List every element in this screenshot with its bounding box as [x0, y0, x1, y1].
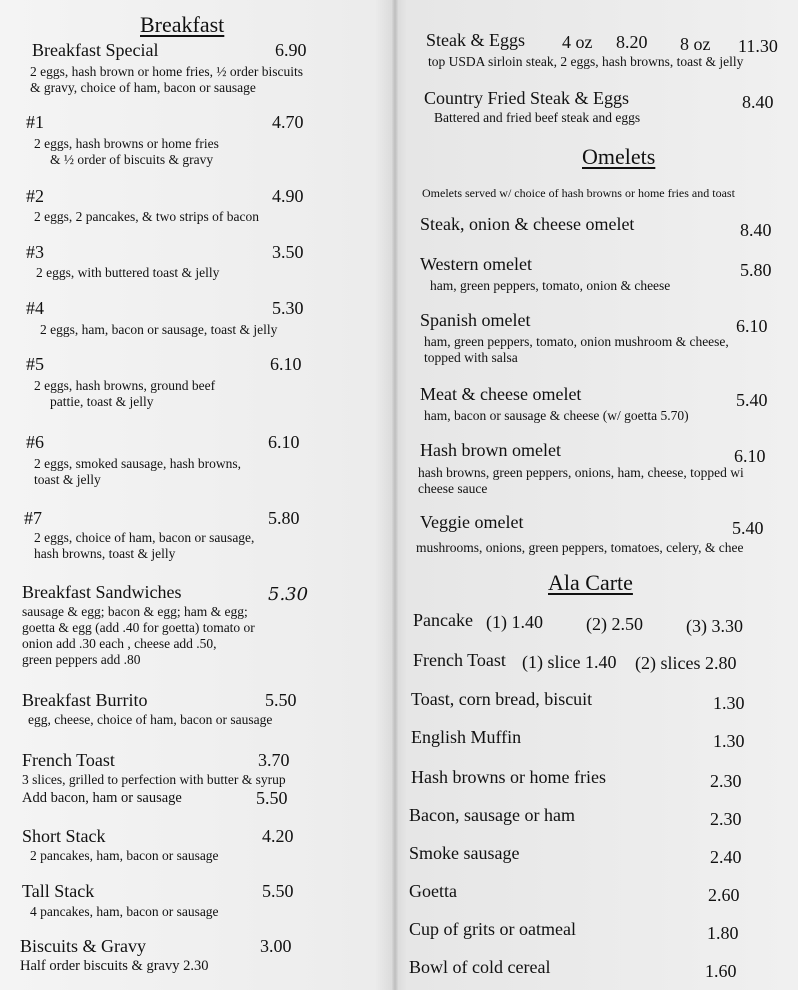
breakfast-item-name: French Toast — [22, 750, 115, 770]
ala-carte-item-name: English Muffin — [411, 727, 522, 747]
steak-price: 11.30 — [738, 36, 778, 56]
pancake-price-1: (1) 1.40 — [486, 612, 543, 632]
breakfast-item-name: #4 — [26, 298, 44, 318]
breakfast-item-desc: & ½ order of biscuits & gravy — [50, 152, 214, 167]
omelet-desc: ham, green peppers, tomato, onion mushroom & cheese, — [424, 334, 729, 349]
steak-item-name: Steak & Eggs — [426, 30, 525, 50]
omelets-heading: Omelets — [582, 144, 656, 169]
breakfast-item-desc: 2 eggs, 2 pancakes, & two strips of bacon — [34, 209, 259, 224]
breakfast-item-name: #7 — [24, 508, 42, 528]
steak-item-name: Country Fried Steak & Eggs — [424, 88, 629, 108]
breakfast-item-desc: 2 eggs, hash browns or home fries — [34, 136, 219, 151]
breakfast-item-desc: green peppers add .80 — [22, 652, 141, 667]
breakfast-item-price: 6.10 — [268, 432, 300, 452]
ala-carte-item-name: Toast, corn bread, biscuit — [411, 689, 593, 709]
breakfast-item-name: #3 — [26, 242, 44, 262]
breakfast-heading: Breakfast — [140, 12, 225, 37]
omelet-price: 6.10 — [736, 316, 768, 336]
omelet-desc: hash browns, green peppers, onions, ham, cheese, topped wi — [418, 465, 744, 480]
breakfast-item-desc: 2 eggs, hash browns, ground beef — [34, 378, 216, 393]
steak-desc: Battered and fried beef steak and eggs — [434, 110, 641, 125]
breakfast-item-price: 4.70 — [272, 112, 304, 132]
steak-desc: top USDA sirloin steak, 2 eggs, hash browns, toast & jelly — [428, 54, 744, 69]
ala-carte-item-price: 2.30 — [710, 809, 742, 829]
steak-size: 4 oz — [562, 32, 593, 52]
french-toast-price-2: (2) slices 2.80 — [635, 653, 737, 673]
pancake-price-2: (2) 2.50 — [586, 614, 643, 634]
page-fold — [392, 0, 398, 990]
breakfast-item-name: Biscuits & Gravy — [20, 936, 146, 956]
breakfast-item-price: 6.90 — [275, 40, 307, 60]
ala-carte-item-name: Cup of grits or oatmeal — [409, 919, 576, 939]
breakfast-item-name: Tall Stack — [22, 881, 95, 901]
breakfast-item-price: 5.50 — [262, 881, 294, 901]
omelets-note: Omelets served w/ choice of hash browns or home fries and toast — [422, 186, 735, 200]
breakfast-item-addon-price: 5.50 — [256, 788, 288, 808]
ala-carte-item-name: Bowl of cold cereal — [409, 957, 551, 977]
ala-carte-item-name: Bacon, sausage or ham — [409, 805, 575, 825]
omelet-desc: mushrooms, onions, green peppers, tomatoes, celery, & chee — [416, 540, 744, 555]
ala-carte-item-price: 2.30 — [710, 771, 742, 791]
breakfast-item-desc: goetta & egg (add .40 for goetta) tomato or — [22, 620, 255, 635]
breakfast-item-price: 3.00 — [260, 936, 292, 956]
ala-carte-item-name: Hash browns or home fries — [411, 767, 606, 787]
breakfast-item-desc: pattie, toast & jelly — [50, 394, 154, 409]
omelet-price: 5.40 — [732, 518, 764, 538]
breakfast-item-name: Short Stack — [22, 826, 106, 846]
breakfast-item-price: 3.50 — [272, 242, 304, 262]
breakfast-item-price: 4.20 — [262, 826, 294, 846]
breakfast-item-desc: 3 slices, grilled to perfection with butter & syrup — [22, 772, 286, 787]
omelet-price: 8.40 — [740, 220, 772, 240]
omelet-desc: ham, bacon or sausage & cheese (w/ goetta 5.70) — [424, 408, 689, 423]
omelet-name: Spanish omelet — [420, 310, 531, 330]
ala-carte-item-price: 1.80 — [707, 923, 739, 943]
omelet-desc: ham, green peppers, tomato, onion & cheese — [430, 278, 671, 293]
steak-price: 8.40 — [742, 92, 774, 112]
omelet-name: Meat & cheese omelet — [420, 384, 582, 404]
breakfast-item-name: Breakfast Sandwiches — [22, 582, 182, 602]
omelet-price: 5.80 — [740, 260, 772, 280]
ala-carte-heading: Ala Carte — [548, 570, 633, 595]
french-toast-label: French Toast — [413, 650, 506, 670]
omelet-price: 5.40 — [736, 390, 768, 410]
ala-carte-item-price: 2.60 — [708, 885, 740, 905]
pancake-price-3: (3) 3.30 — [686, 616, 743, 636]
breakfast-item-name: #1 — [26, 112, 44, 132]
breakfast-item-name: #6 — [26, 432, 44, 452]
breakfast-item-price: 4.90 — [272, 186, 304, 206]
breakfast-item-price: 5.30 — [268, 584, 309, 605]
breakfast-item-addon: Add bacon, ham or sausage — [22, 790, 182, 806]
breakfast-item-name: #5 — [26, 354, 44, 374]
breakfast-item-price: 5.50 — [265, 690, 297, 710]
omelet-name: Veggie omelet — [420, 512, 524, 532]
breakfast-item-desc: onion add .30 each , cheese add .50, — [22, 636, 217, 651]
ala-carte-item-name: Smoke sausage — [409, 843, 520, 863]
breakfast-item-desc: 4 pancakes, ham, bacon or sausage — [30, 904, 219, 919]
breakfast-item-desc: sausage & egg; bacon & egg; ham & egg; — [22, 604, 248, 619]
omelet-name: Steak, onion & cheese omelet — [420, 214, 635, 234]
ala-carte-item-price: 2.40 — [710, 847, 742, 867]
breakfast-item-name: #2 — [26, 186, 44, 206]
breakfast-item-desc: 2 eggs, hash brown or home fries, ½ order biscuits — [30, 64, 303, 79]
breakfast-item-desc: 2 pancakes, ham, bacon or sausage — [30, 848, 219, 863]
breakfast-item-price: 5.30 — [272, 298, 304, 318]
breakfast-item-price: 5.80 — [268, 508, 300, 528]
breakfast-item-desc: 2 eggs, ham, bacon or sausage, toast & jelly — [40, 322, 278, 337]
omelet-desc: topped with salsa — [424, 350, 518, 365]
ala-carte-item-price: 1.30 — [713, 731, 745, 751]
omelet-name: Hash brown omelet — [420, 440, 561, 460]
omelet-name: Western omelet — [420, 254, 533, 274]
breakfast-item-price: 6.10 — [270, 354, 302, 374]
breakfast-item-name: Breakfast Special — [32, 40, 159, 60]
breakfast-item-desc: hash browns, toast & jelly — [34, 546, 176, 561]
omelet-price: 6.10 — [734, 446, 766, 466]
steak-size: 8 oz — [680, 34, 711, 54]
omelet-desc: cheese sauce — [418, 481, 488, 496]
pancake-label: Pancake — [413, 610, 473, 630]
breakfast-item-price: 3.70 — [258, 750, 290, 770]
breakfast-item-desc: 2 eggs, smoked sausage, hash browns, — [34, 456, 241, 471]
ala-carte-item-price: 1.30 — [713, 693, 745, 713]
breakfast-item-desc: egg, cheese, choice of ham, bacon or sausage — [28, 712, 273, 727]
breakfast-item-addon: Half order biscuits & gravy 2.30 — [20, 958, 209, 974]
breakfast-item-desc: 2 eggs, choice of ham, bacon or sausage, — [34, 530, 255, 545]
steak-price: 8.20 — [616, 32, 648, 52]
breakfast-item-desc: 2 eggs, with buttered toast & jelly — [36, 265, 220, 280]
french-toast-price-1: (1) slice 1.40 — [522, 652, 617, 672]
breakfast-item-name: Breakfast Burrito — [22, 690, 148, 710]
ala-carte-item-name: Goetta — [409, 881, 457, 901]
breakfast-item-desc: toast & jelly — [34, 472, 101, 487]
breakfast-item-desc: & gravy, choice of ham, bacon or sausage — [30, 80, 256, 95]
ala-carte-item-price: 1.60 — [705, 961, 737, 981]
